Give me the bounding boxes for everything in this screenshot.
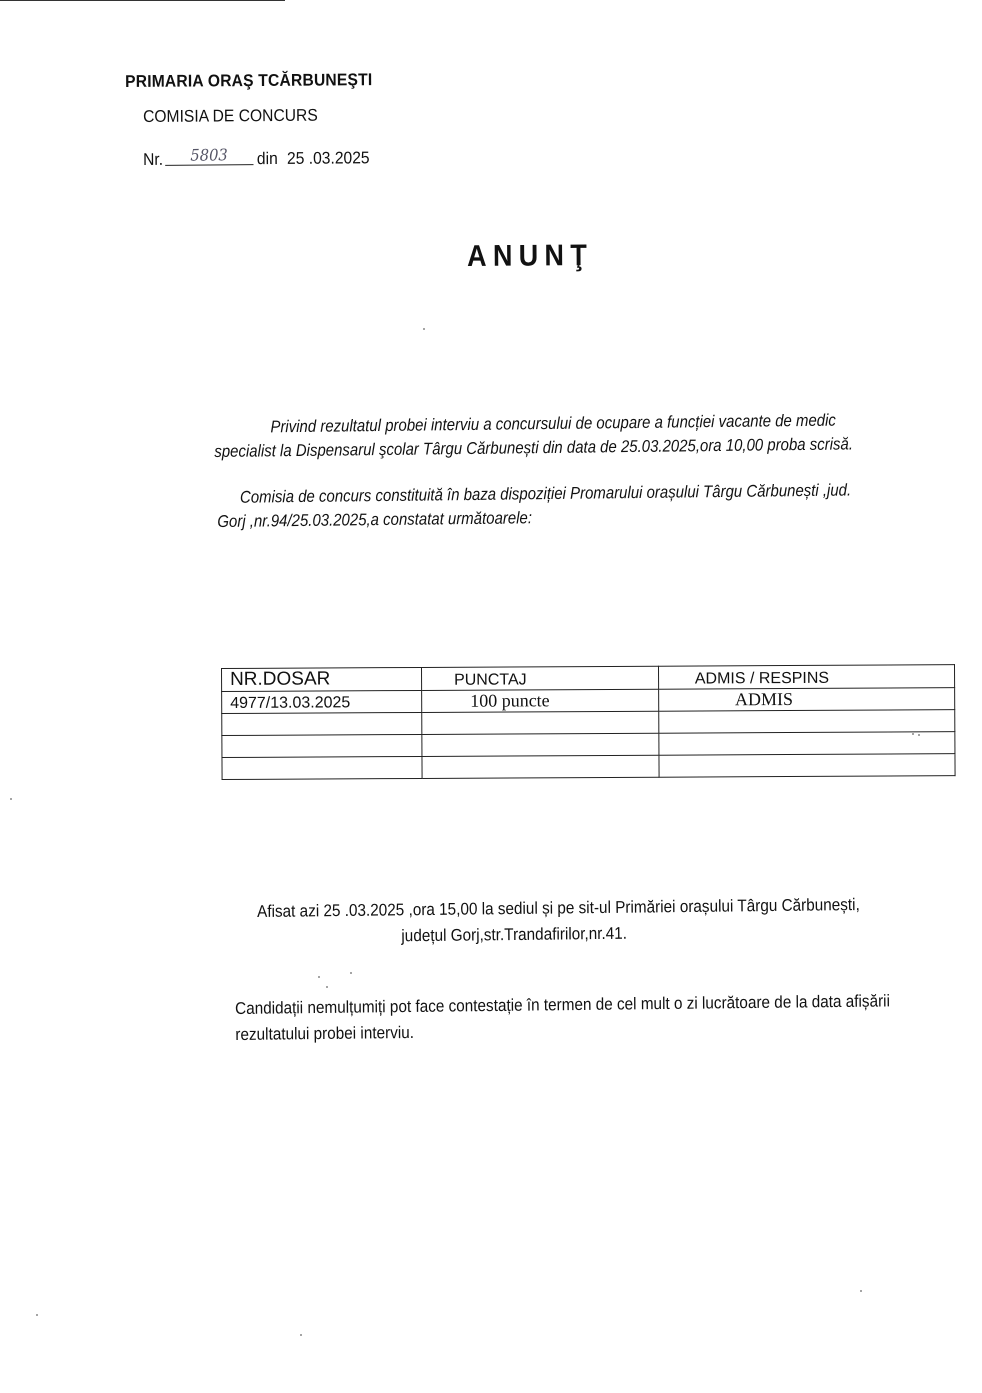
appeal-line-2: rezultatului probei interviu. <box>235 1022 415 1044</box>
empty-cell <box>222 734 422 757</box>
empty-cell <box>658 710 954 734</box>
header-admis-respins: ADMIS / RESPINS <box>658 665 954 690</box>
empty-cell <box>422 755 659 778</box>
commission-line-2: Gorj ,nr.94/25.03.2025,a constatat următoarele: <box>217 508 533 531</box>
date-value: 25 .03.2025 <box>286 148 370 168</box>
scan-speck <box>918 734 920 736</box>
posting-line-1: Afisat azi 25 .03.2025 ,ora 15,00 la sediul și pe sit-ul Primăriei orașului Târgu Cărbunești, <box>257 894 860 921</box>
scan-speck <box>36 1314 38 1316</box>
top-rule <box>0 0 285 1</box>
scan-speck <box>10 798 12 800</box>
scan-speck <box>860 1290 862 1292</box>
header-nr-dosar: NR.DOSAR <box>222 667 422 691</box>
organization-name: PRIMARIA ORAŞ TCĂRBUNEŞTI <box>125 70 373 91</box>
empty-cell <box>422 711 659 734</box>
appeal-line-1: Candidații nemulțumiți pot face contestație în termen de cel mult o zi lucrătoare de la data afișării <box>235 991 891 1018</box>
nr-label: Nr. <box>143 149 164 169</box>
intro-paragraph <box>214 408 918 464</box>
header-punctaj: PUNCTAJ <box>421 666 658 690</box>
posting-notice <box>257 892 860 951</box>
intro-line-2: specialist la Dispensarul şcolar Târgu Cărbunești din data de 25.03.2025,ora 10,00 proba scrisă. <box>214 434 854 461</box>
scan-speck <box>423 328 425 330</box>
scan-speck <box>300 1334 302 1336</box>
empty-cell <box>659 754 955 778</box>
appeal-notice <box>235 988 890 1048</box>
registration-number <box>143 145 370 170</box>
nr-handwritten-value: 5803 <box>165 145 253 166</box>
empty-cell <box>659 732 955 756</box>
commission-line-1: Comisia de concurs constituită în baza dispoziției Promarului orașului Târgu Cărbunești ,jud. <box>239 480 852 507</box>
empty-cell <box>422 733 659 756</box>
commission-name: COMISIA DE CONCURS <box>143 105 318 126</box>
posting-line-2: județul Gorj,str.Trandafirilor,nr.41. <box>401 923 628 946</box>
empty-cell <box>222 712 422 735</box>
intro-line-1: Privind rezultatul probei interviu a concursului de ocupare a funcției vacante de medic <box>270 410 836 437</box>
scan-speck <box>318 976 320 978</box>
empty-cell <box>222 756 422 779</box>
cell-punctaj: 100 puncte <box>422 689 659 712</box>
table-row-empty <box>222 754 955 780</box>
results-table <box>221 664 956 780</box>
date-label: din <box>256 148 278 169</box>
scan-speck <box>912 733 914 735</box>
cell-nr-dosar: 4977/13.03.2025 <box>222 690 422 713</box>
scan-speck <box>326 986 328 988</box>
commission-paragraph <box>217 478 921 534</box>
scan-speck <box>350 972 352 974</box>
cell-status: ADMIS <box>658 688 954 712</box>
document-title: ANUNŢ <box>467 239 594 273</box>
